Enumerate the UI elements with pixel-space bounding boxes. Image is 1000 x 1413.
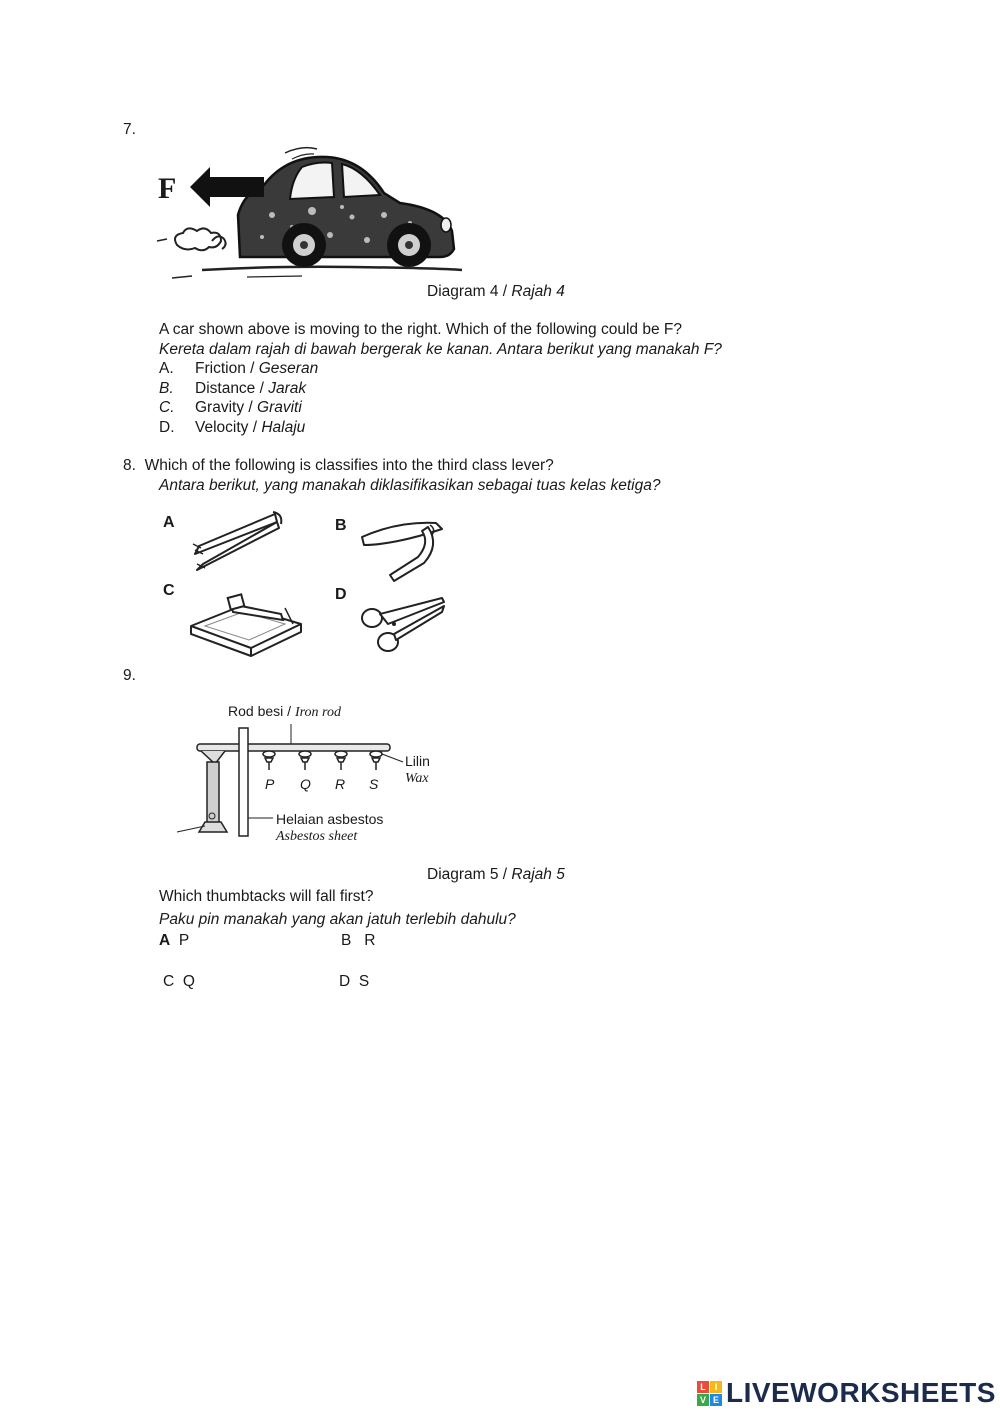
caption-my: Rajah 5: [511, 866, 565, 883]
wax-label: [405, 753, 430, 787]
q9-number: 9.: [123, 667, 136, 684]
rod-label-my: Iron rod: [294, 705, 341, 720]
option-text-my: Jarak: [268, 380, 307, 397]
q7-option-c[interactable]: [159, 399, 302, 417]
tongs-image[interactable]: [185, 508, 285, 578]
lever-label-b: B: [335, 517, 347, 534]
option-text-my: Halaju: [261, 419, 306, 436]
logo-icon: [697, 1381, 722, 1406]
rod-label-en: Rod besi /: [228, 703, 295, 719]
caption-en: Diagram 4 /: [427, 283, 512, 300]
asbestos-label-my: Helaian asbestos: [276, 811, 384, 827]
lever-label-d: D: [335, 586, 347, 603]
option-letter: C.: [159, 399, 175, 416]
pin-label-q: Q: [300, 776, 311, 792]
paper-cutter-image[interactable]: [185, 590, 305, 660]
asbestos-label: [276, 810, 383, 846]
q7-question-my: Kereta dalam rajah di bawah bergerak ke kanan. Antara berikut yang manakah F?: [159, 341, 722, 358]
option-text-en: Friction /: [195, 360, 259, 377]
q8-question-my: Antara berikut, yang manakah diklasifikasikan sebagai tuas kelas ketiga?: [159, 477, 661, 494]
option-value: S: [358, 973, 370, 990]
q7-number: 7.: [123, 121, 136, 138]
diagram-5-caption: [427, 866, 565, 884]
logo-icon-cell: I: [710, 1381, 722, 1393]
nutcracker-image[interactable]: [358, 515, 448, 585]
pin-label-p: P: [265, 776, 275, 792]
q8-question-en: Which of the following is classifies into the third class lever?: [144, 457, 554, 474]
option-text-en: Gravity /: [195, 399, 258, 416]
logo-icon-cell: V: [697, 1394, 709, 1406]
wax-label-en: Wax: [405, 771, 429, 786]
wax-label-my: Lilin: [405, 753, 430, 769]
q7-option-d[interactable]: [159, 419, 305, 437]
option-value: P: [178, 932, 190, 949]
option-letter: A.: [159, 360, 174, 377]
option-text-my: Graviti: [257, 399, 302, 416]
lever-label-c: C: [163, 582, 175, 599]
asbestos-label-en: Asbestos sheet: [276, 829, 358, 844]
logo-icon-cell: L: [697, 1381, 709, 1393]
option-value: R: [364, 932, 376, 949]
logo-text: LIVEWORKSHEETS: [726, 1377, 996, 1408]
q9-option-b[interactable]: [341, 932, 375, 950]
liveworksheets-logo[interactable]: [697, 1377, 996, 1409]
option-letter: A: [159, 932, 171, 949]
car-diagram: [152, 145, 472, 285]
rod-label: [228, 703, 341, 721]
pin-label-s: S: [369, 776, 379, 792]
q9-option-a[interactable]: [159, 932, 189, 950]
q8-number: 8.: [123, 457, 136, 474]
q9-option-d[interactable]: [339, 973, 369, 991]
option-letter: B.: [159, 380, 174, 397]
option-text-my: Geseran: [258, 360, 319, 377]
option-letter: C: [163, 973, 175, 990]
diagram-4-caption: [427, 283, 565, 301]
option-letter: D.: [159, 419, 175, 436]
option-value: Q: [182, 973, 195, 990]
q7-question-en: A car shown above is moving to the right. Which of the following could be F?: [159, 321, 682, 338]
pin-label-r: R: [335, 776, 346, 792]
force-label: F: [158, 172, 177, 205]
option-letter: B: [341, 932, 352, 949]
option-text-en: Velocity /: [195, 419, 262, 436]
q9-question-en: Which thumbtacks will fall first?: [159, 888, 374, 905]
caption-en: Diagram 5 /: [427, 866, 512, 883]
lever-label-a: A: [163, 514, 175, 531]
q9-option-c[interactable]: [163, 973, 195, 991]
q9-question-my: Paku pin manakah yang akan jatuh terlebih dahulu?: [159, 911, 516, 928]
q8-question-line: [123, 457, 554, 475]
option-text-en: Distance /: [195, 380, 269, 397]
q7-option-a[interactable]: [159, 360, 318, 378]
option-letter: D: [339, 973, 351, 990]
q7-option-b[interactable]: [159, 380, 306, 398]
scissors-image[interactable]: [358, 596, 448, 656]
logo-icon-cell: E: [710, 1394, 722, 1406]
caption-my: Rajah 4: [511, 283, 565, 300]
